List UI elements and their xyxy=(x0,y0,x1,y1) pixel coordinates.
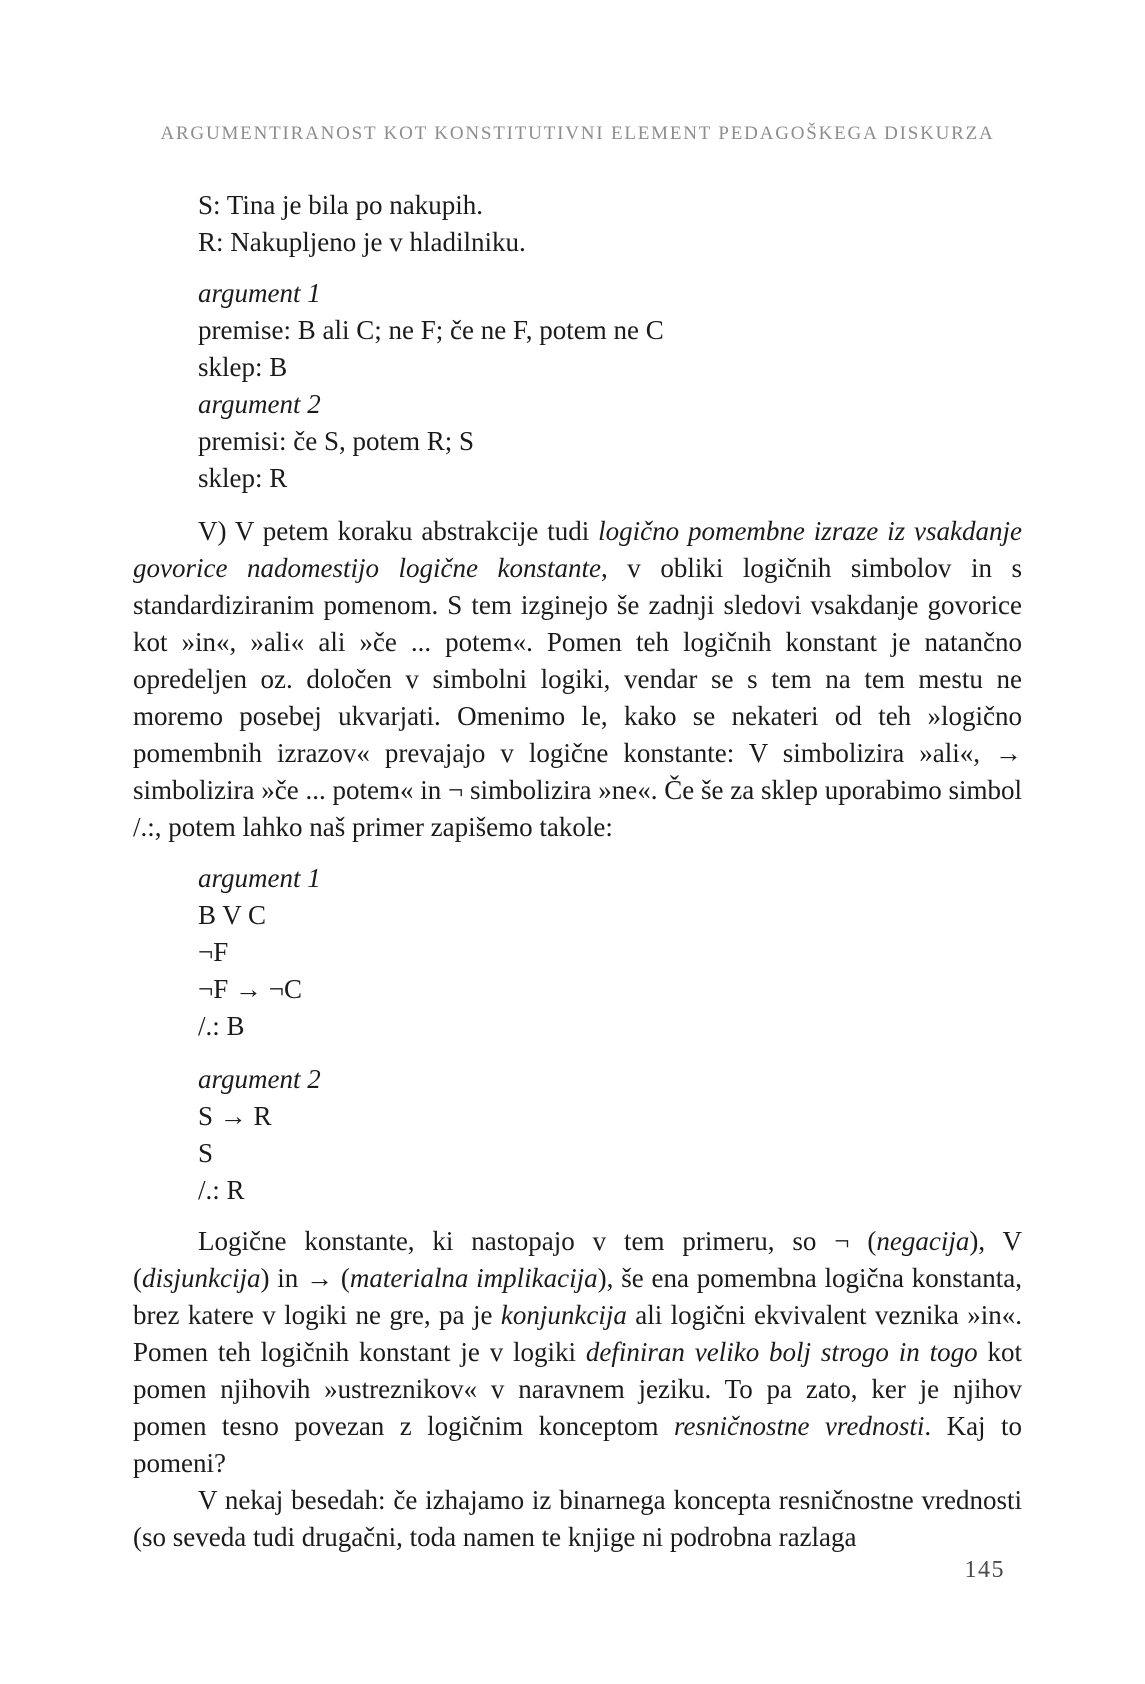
argument-analysis-block xyxy=(198,275,1022,497)
text-run: ali logični ekvivalent veznika »in«. Pomen teh logičnih konstant je v logiki xyxy=(133,1300,1023,1367)
text-run: V) V petem koraku abstrakcije tudi xyxy=(198,516,599,546)
text-run: kot pomen njihovih »ustreznikov« v naravnem jeziku. To pa zato, ker je njihov pomen tesno povezan z logičnim konceptom xyxy=(133,1337,1022,1441)
text-run: premisi: če S, potem R; S xyxy=(198,426,474,456)
text-line xyxy=(198,423,1022,460)
text-line xyxy=(198,860,1022,897)
text-line xyxy=(198,386,1022,423)
text-run: konjunkcija xyxy=(500,1300,627,1330)
text-run: logično pomembne izraze iz vsakdanje govorice nadomestijo logične konstante xyxy=(133,516,1022,583)
text-line xyxy=(198,897,1022,934)
text-run: disjunkcija xyxy=(142,1263,261,1293)
text-run: S xyxy=(198,1138,214,1168)
text-line xyxy=(198,312,1022,349)
text-line xyxy=(198,1172,1022,1209)
text-line xyxy=(198,1098,1022,1135)
page-number: 145 xyxy=(964,1557,1005,1583)
dialogue-example-block xyxy=(198,187,1022,261)
symbolic-argument-2-block xyxy=(198,1061,1022,1209)
text-run: argument 2 xyxy=(198,1064,321,1094)
text-run: ) in → ( xyxy=(260,1263,350,1293)
text-run: materialna implikacija xyxy=(349,1263,598,1293)
text-line xyxy=(198,224,1022,261)
text-run: /.: B xyxy=(198,1011,245,1041)
text-run: R: Nakupljeno je v hladilniku. xyxy=(198,227,526,257)
text-run: definiran veliko bolj strogo in togo xyxy=(585,1337,978,1367)
paragraph-constants xyxy=(133,1223,1022,1482)
text-run: ¬F → ¬C xyxy=(198,974,302,1004)
text-run: S → R xyxy=(198,1101,272,1131)
text-run: B V C xyxy=(198,900,267,930)
text-line xyxy=(198,1061,1022,1098)
text-run: argument 2 xyxy=(198,389,321,419)
text-run: sklep: R xyxy=(198,463,288,493)
text-line xyxy=(198,187,1022,224)
text-run: resničnostne vrednosti xyxy=(673,1411,925,1441)
text-run: argument 1 xyxy=(198,278,321,308)
text-run: negacija xyxy=(876,1226,970,1256)
text-line xyxy=(198,1008,1022,1045)
text-run: ), V ( xyxy=(133,1226,1022,1293)
text-line xyxy=(198,349,1022,386)
text-line xyxy=(198,971,1022,1008)
text-run: V nekaj besedah: če izhajamo iz binarnega koncepta resničnostne vrednosti (so seveda tudi drugačni, toda namen te knjige ni podrobna razlaga xyxy=(133,1485,1022,1552)
text-line xyxy=(198,460,1022,497)
text-run: , v obliki logičnih simbolov in s standardiziranim pomenom. S tem izginejo še zadnji sledovi vsakdanje govorice kot »in«, »ali« ali »če ... potem«. Pomen teh logičnih konstant je natančno opredeljen oz. določen v simbolni logiki, vendar se s tem na tem mestu ne moremo posebej ukvarjati. Omenimo le, kako se nekateri od teh »logično pomembnih izrazov« prevajajo v logične konstante: V simbolizira »ali«, → simbolizira »če ... potem« in ¬ simbolizira »ne«. Če še za sklep uporabimo simbol /.:, potem lahko naš primer zapišemo takole: xyxy=(133,553,1022,842)
text-line xyxy=(198,934,1022,971)
text-run: S: Tina je bila po nakupih. xyxy=(198,190,484,220)
text-run: premise: B ali C; ne F; če ne F, potem ne C xyxy=(198,315,664,345)
text-run: /.: R xyxy=(198,1175,245,1205)
symbolic-argument-1-block xyxy=(198,860,1022,1045)
paragraph-truth-values xyxy=(133,1482,1022,1556)
text-run: Logične konstante, ki nastopajo v tem primeru, so ¬ ( xyxy=(198,1226,877,1256)
text-run: ¬F xyxy=(198,937,229,967)
text-line xyxy=(198,1135,1022,1172)
running-header: ARGUMENTIRANOST KOT KONSTITUTIVNI ELEMENT PEDAGOŠKEGA DISKURZA xyxy=(160,123,995,144)
text-line xyxy=(198,275,1022,312)
text-run: sklep: B xyxy=(198,352,288,382)
text-run: argument 1 xyxy=(198,863,321,893)
paragraph-abstraction xyxy=(133,513,1022,846)
text-run: ), še ena pomembna logična konstanta, brez katere v logiki ne gre, pa je xyxy=(133,1263,1023,1330)
text-run: . Kaj to pomeni? xyxy=(133,1411,1022,1478)
